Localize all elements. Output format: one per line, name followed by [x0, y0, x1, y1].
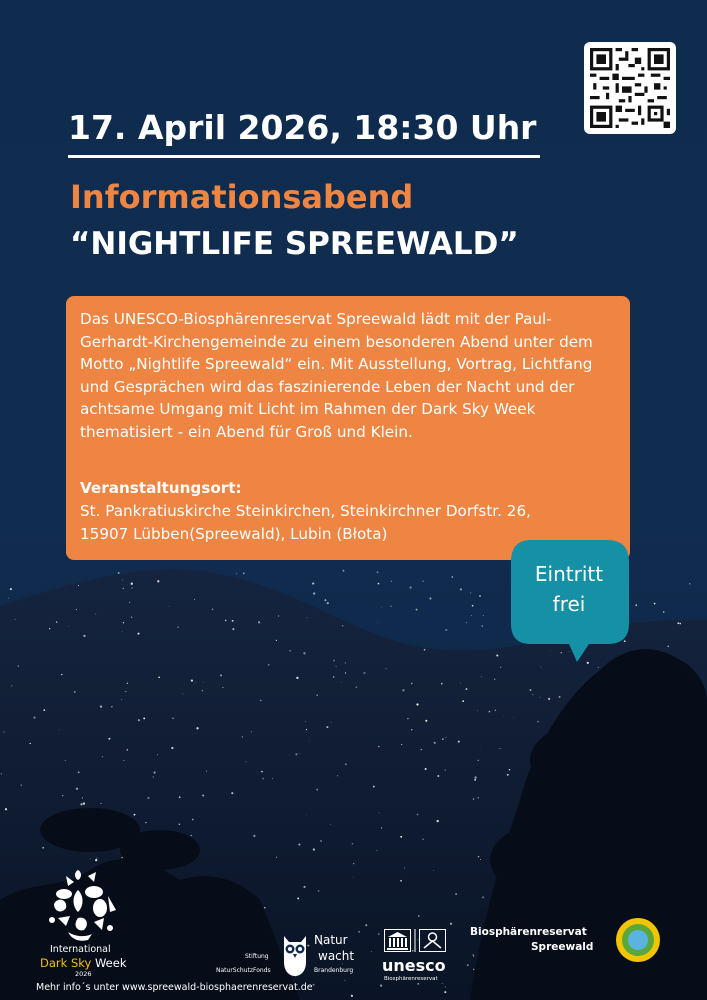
star — [138, 633, 140, 635]
star — [495, 710, 496, 711]
star — [474, 779, 476, 781]
star — [158, 676, 160, 678]
star — [21, 784, 22, 785]
star — [316, 694, 318, 696]
star — [246, 761, 247, 762]
star — [196, 727, 198, 729]
star — [434, 742, 436, 744]
star — [296, 677, 298, 679]
star — [303, 652, 305, 654]
star — [309, 741, 310, 742]
unesco-wordmark: unesco — [382, 956, 446, 975]
star — [232, 628, 234, 630]
admission-bubble — [509, 540, 631, 668]
dark-sky-week-line1: International — [50, 944, 111, 955]
star — [262, 778, 264, 780]
star — [278, 615, 279, 616]
star — [345, 763, 346, 764]
star — [416, 703, 418, 705]
star — [663, 611, 665, 613]
star — [503, 716, 504, 717]
star — [203, 682, 204, 683]
star — [138, 719, 140, 721]
star — [353, 877, 354, 878]
star — [421, 749, 422, 750]
star — [365, 924, 367, 926]
star — [313, 848, 315, 850]
star — [481, 677, 482, 678]
star — [330, 824, 331, 825]
star — [474, 776, 476, 778]
star — [471, 615, 472, 616]
star — [407, 718, 408, 719]
star — [108, 738, 110, 740]
info-box — [66, 296, 630, 560]
star — [236, 573, 237, 574]
star — [30, 743, 31, 744]
star — [84, 803, 85, 804]
star — [441, 683, 443, 685]
star — [305, 721, 306, 722]
star — [532, 694, 533, 695]
star — [530, 689, 532, 691]
star — [345, 662, 346, 663]
star — [409, 586, 411, 588]
star — [509, 769, 510, 770]
star — [11, 685, 12, 686]
star — [327, 602, 329, 604]
star — [220, 674, 222, 676]
star — [352, 843, 354, 845]
star — [190, 835, 192, 837]
star — [677, 622, 679, 624]
star — [143, 717, 145, 719]
star — [306, 729, 307, 730]
naturwacht-natur: Natur — [314, 933, 348, 947]
star — [231, 792, 233, 794]
star — [306, 815, 307, 816]
star — [97, 858, 98, 859]
star — [467, 964, 469, 966]
star — [635, 604, 637, 606]
star — [80, 803, 82, 805]
biosphaerenreservat-name: Biosphärenreservat — [470, 926, 587, 938]
star — [445, 770, 446, 771]
star — [445, 986, 446, 987]
star — [462, 700, 464, 702]
star — [123, 760, 124, 761]
venue-address-line1: St. Pankratiuskirche Steinkirchen, Steinkirchner Dorfstr. 26, — [80, 502, 531, 520]
star — [324, 599, 326, 601]
star — [222, 687, 223, 688]
star — [445, 629, 447, 631]
star — [496, 654, 498, 656]
star — [472, 605, 474, 607]
star — [10, 588, 12, 590]
naturwacht-stiftung: Stiftung — [245, 953, 269, 960]
star — [450, 923, 452, 925]
star — [494, 679, 495, 680]
star — [654, 603, 656, 605]
star — [381, 607, 382, 608]
star — [122, 580, 123, 581]
star — [129, 602, 130, 603]
star — [689, 583, 690, 584]
star — [376, 571, 378, 573]
event-date-time: 17. April 2026, 18:30 Uhr — [68, 108, 537, 147]
star — [295, 753, 297, 755]
star — [342, 964, 343, 965]
star — [411, 729, 412, 730]
star — [466, 622, 467, 623]
star — [422, 838, 424, 840]
biosphere-ring-icon — [614, 916, 662, 964]
event-type: Informationsabend — [70, 178, 414, 216]
star — [206, 771, 207, 772]
star — [121, 699, 122, 700]
star — [341, 682, 342, 683]
star — [177, 626, 179, 628]
star — [272, 778, 273, 779]
star — [478, 856, 480, 858]
star — [268, 664, 270, 666]
footer-website-link[interactable]: Mehr info´s unter www.spreewald-biosphaerenreservat.de — [36, 982, 313, 993]
star — [355, 686, 357, 688]
venue-label: Veranstaltungsort: — [80, 479, 242, 497]
star — [442, 983, 443, 984]
star — [559, 696, 561, 698]
naturwacht-brandenburg: Brandenburg — [314, 967, 354, 974]
star — [243, 573, 245, 575]
admission-text-line1: Eintritt — [534, 562, 604, 586]
star — [380, 985, 382, 987]
star — [391, 581, 392, 582]
star — [401, 744, 402, 745]
qr-code-icon — [590, 48, 670, 128]
star — [127, 749, 129, 751]
star — [297, 897, 299, 899]
star — [417, 983, 419, 985]
star — [78, 585, 79, 586]
star — [416, 609, 418, 611]
star — [5, 808, 7, 810]
star — [83, 635, 85, 637]
star — [473, 954, 474, 955]
star — [458, 741, 460, 743]
star — [15, 619, 16, 620]
star — [261, 771, 263, 773]
star — [145, 822, 146, 823]
event-description: Das UNESCO-Biosphärenreservat Spreewald lädt mit der Paul-Gerhardt-Kirchengemeinde zu einem besonderen Abend unter dem Motto „Nightlife Spreewald“ ein. Mit Ausstellung, Vortrag, Lichtfang und Gesprächen wird das faszinierende Leben der Nacht und der achtsame Umgang mit Licht im Rahmen der Dark Sky Week thematisiert - ein Abend für Groß und Klein. — [80, 310, 593, 441]
star — [489, 711, 491, 713]
star — [455, 893, 457, 895]
star — [381, 827, 382, 828]
star — [539, 697, 540, 698]
star — [76, 788, 78, 790]
star — [390, 606, 391, 607]
naturwacht-fonds: NaturSchutzFonds — [216, 967, 271, 974]
star — [460, 683, 461, 684]
title-divider — [68, 155, 540, 158]
star — [429, 597, 431, 599]
star — [333, 676, 334, 677]
star — [451, 576, 453, 578]
star — [373, 786, 375, 788]
star — [481, 625, 483, 627]
star — [679, 623, 681, 625]
star — [358, 931, 360, 933]
star — [353, 863, 355, 865]
qr-code[interactable] — [584, 42, 676, 134]
star — [62, 795, 63, 796]
star — [499, 748, 500, 749]
star — [483, 615, 484, 616]
star — [264, 907, 266, 909]
dark-sky-week-word: Week — [91, 956, 127, 970]
star — [74, 691, 76, 693]
star — [337, 775, 338, 776]
star — [342, 570, 344, 572]
star — [473, 798, 475, 800]
star — [402, 689, 404, 691]
star — [123, 588, 124, 589]
star — [480, 859, 481, 860]
star — [171, 747, 173, 749]
star — [378, 622, 379, 623]
star — [482, 896, 484, 898]
star — [507, 774, 509, 776]
star — [102, 756, 103, 757]
star — [331, 722, 332, 723]
star — [418, 915, 420, 917]
star — [313, 592, 315, 594]
venue-address-line2: 15907 Lübben(Spreewald), Lubin (Błota) — [80, 525, 388, 543]
star — [1, 773, 2, 774]
star — [326, 726, 328, 728]
star — [668, 646, 669, 647]
biosphaerenreservat-region: Spreewald — [531, 941, 594, 953]
star — [377, 850, 378, 851]
star — [172, 718, 173, 719]
star — [68, 626, 69, 627]
star — [153, 771, 155, 773]
star — [260, 700, 261, 701]
star — [318, 890, 320, 892]
star — [424, 649, 426, 651]
unesco-subtitle: Biosphärenreservat — [384, 976, 438, 982]
star — [42, 847, 44, 849]
star — [95, 859, 97, 861]
star — [49, 628, 50, 629]
star — [298, 844, 300, 846]
star — [548, 698, 550, 700]
dark-sky-week-logo-icon — [44, 866, 120, 944]
star — [111, 706, 112, 707]
star — [466, 688, 468, 690]
star — [59, 730, 60, 731]
star — [500, 667, 501, 668]
star — [400, 880, 402, 882]
star — [425, 720, 427, 722]
star — [122, 631, 123, 632]
unesco-temple-icon — [384, 929, 450, 953]
star — [411, 683, 413, 685]
star — [131, 587, 132, 588]
star — [78, 771, 80, 773]
star — [258, 621, 260, 623]
star — [437, 820, 439, 822]
star — [342, 625, 343, 626]
star — [225, 620, 227, 622]
star — [289, 650, 290, 651]
star — [169, 606, 170, 607]
star — [513, 717, 514, 718]
star — [442, 738, 443, 739]
star — [100, 705, 102, 707]
star — [289, 755, 290, 756]
star — [312, 582, 314, 584]
star — [179, 823, 181, 825]
star — [191, 679, 193, 681]
star — [320, 840, 322, 842]
star — [251, 731, 252, 732]
star — [127, 682, 128, 684]
star — [179, 796, 181, 798]
star — [131, 617, 132, 618]
star — [131, 583, 133, 585]
star — [345, 980, 346, 981]
star — [433, 870, 434, 871]
star — [157, 580, 159, 582]
star — [378, 583, 380, 585]
star — [192, 819, 194, 821]
naturwacht-wacht: wacht — [318, 949, 355, 963]
star — [345, 672, 346, 673]
star — [118, 572, 120, 574]
star — [307, 617, 308, 618]
star — [371, 951, 372, 952]
star — [65, 760, 66, 761]
star — [386, 668, 387, 669]
star — [444, 991, 446, 993]
star — [333, 660, 335, 662]
star — [276, 640, 277, 641]
star — [196, 682, 197, 683]
star — [242, 736, 243, 737]
star — [153, 776, 154, 777]
star — [422, 580, 423, 581]
star — [404, 868, 405, 869]
star — [125, 691, 126, 692]
admission-text-line2: frei — [552, 592, 586, 616]
star — [473, 969, 474, 970]
star — [378, 933, 380, 935]
star — [336, 666, 337, 667]
star — [76, 609, 77, 610]
star — [446, 737, 447, 738]
star — [147, 797, 149, 799]
star — [253, 835, 255, 837]
star — [61, 674, 62, 675]
star — [479, 595, 481, 597]
star — [316, 789, 318, 791]
star — [480, 747, 481, 748]
star — [276, 857, 277, 858]
star — [3, 731, 4, 732]
star — [90, 858, 91, 859]
star — [537, 721, 539, 723]
star — [400, 836, 402, 838]
dark-sky-week-year: 2026 — [75, 970, 92, 978]
star — [425, 768, 427, 770]
star — [56, 621, 57, 622]
star — [202, 795, 204, 797]
event-name: “NIGHTLIFE SPREEWALD” — [70, 226, 519, 262]
star — [299, 753, 300, 754]
star — [232, 620, 234, 622]
star — [123, 622, 124, 623]
star — [470, 592, 471, 593]
star — [473, 956, 474, 957]
dark-sky-week-line2 — [40, 956, 126, 970]
star — [379, 813, 380, 814]
star — [212, 609, 213, 610]
star — [182, 694, 183, 695]
star — [437, 775, 439, 777]
star — [378, 746, 380, 748]
star — [351, 995, 353, 997]
star — [101, 803, 102, 804]
star — [363, 672, 365, 674]
star — [18, 665, 19, 666]
star — [194, 599, 195, 600]
star — [417, 814, 419, 816]
star — [478, 797, 479, 798]
star — [33, 717, 35, 719]
star — [202, 690, 203, 691]
owl-icon — [280, 932, 310, 976]
dark-sky-week-accent: Dark Sky — [40, 956, 92, 970]
star — [43, 709, 45, 711]
star — [8, 598, 9, 599]
star — [134, 814, 136, 816]
star — [477, 710, 478, 711]
star — [478, 760, 479, 761]
star — [95, 614, 96, 615]
star — [460, 588, 462, 590]
star — [303, 886, 305, 888]
star — [157, 754, 158, 755]
star — [82, 797, 83, 798]
